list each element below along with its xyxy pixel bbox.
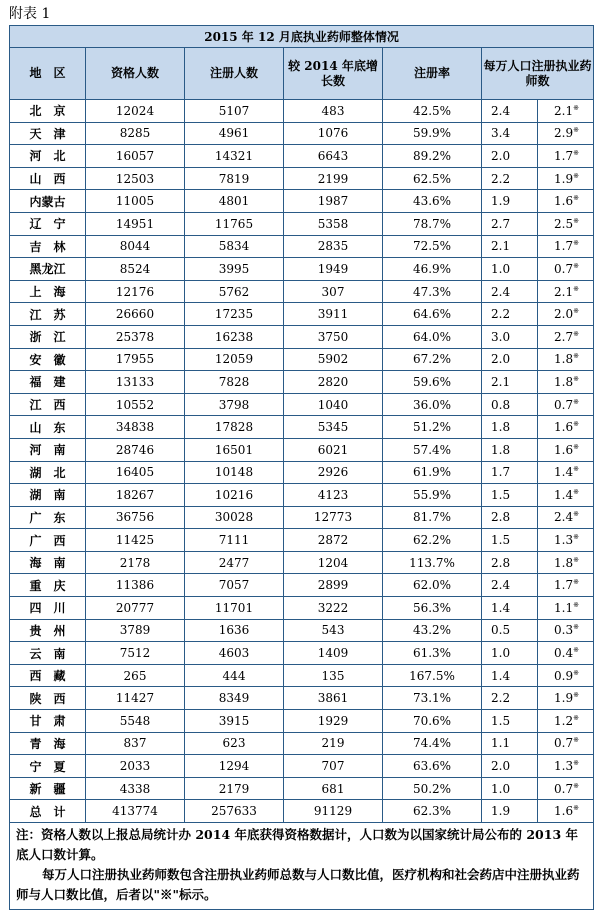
- table-row: [10, 303, 594, 326]
- per-10k-all-cell: 2.7: [482, 212, 538, 235]
- growth-cell: 12773: [284, 506, 383, 529]
- table-row: [10, 325, 594, 348]
- registered-cell: 8349: [185, 687, 284, 710]
- note-line-1: 注：资格人数以上报总局统计办 2014 年底获得资格数据计，人口数为以国家统计局公布的 2013 年底人口数计算。: [16, 827, 578, 863]
- per-10k-all-cell: 1.4: [482, 664, 538, 687]
- registered-cell: 11765: [185, 212, 284, 235]
- registered-cell: 17235: [185, 303, 284, 326]
- qualified-cell: 11425: [86, 529, 185, 552]
- growth-cell: 2899: [284, 574, 383, 597]
- qualified-cell: 12503: [86, 167, 185, 190]
- region-cell: 广 东: [10, 506, 86, 529]
- registered-cell: 17828: [185, 416, 284, 439]
- per-10k-marked-cell: 2.5※: [538, 212, 594, 235]
- growth-cell: 707: [284, 755, 383, 778]
- region-cell: 宁 夏: [10, 755, 86, 778]
- rate-cell: 56.3%: [383, 597, 482, 620]
- per-10k-all-cell: 0.8: [482, 393, 538, 416]
- registered-cell: 4961: [185, 122, 284, 145]
- total-growth: 91129: [284, 800, 383, 823]
- rate-cell: 47.3%: [383, 280, 482, 303]
- qualified-cell: 5548: [86, 710, 185, 733]
- per-10k-all-cell: 2.2: [482, 687, 538, 710]
- rate-cell: 59.6%: [383, 371, 482, 394]
- rate-cell: 167.5%: [383, 664, 482, 687]
- rate-cell: 62.2%: [383, 529, 482, 552]
- region-cell: 新 疆: [10, 777, 86, 800]
- per-10k-marked-cell: 1.8※: [538, 551, 594, 574]
- per-10k-marked-cell: 2.9※: [538, 122, 594, 145]
- rate-cell: 81.7%: [383, 506, 482, 529]
- table-row: [10, 438, 594, 461]
- rate-cell: 59.9%: [383, 122, 482, 145]
- registered-cell: 11701: [185, 597, 284, 620]
- table-row: [10, 642, 594, 665]
- registered-cell: 16238: [185, 325, 284, 348]
- region-cell: 安 徽: [10, 348, 86, 371]
- per-10k-all-cell: 2.1: [482, 235, 538, 258]
- per-10k-marked-cell: 2.1※: [538, 280, 594, 303]
- registered-cell: 4801: [185, 190, 284, 213]
- per-10k-all-cell: 1.8: [482, 438, 538, 461]
- rate-cell: 43.2%: [383, 619, 482, 642]
- region-cell: 西 藏: [10, 664, 86, 687]
- total-per-10k-all: 1.9: [482, 800, 538, 823]
- table-row: [10, 777, 594, 800]
- qualified-cell: 3789: [86, 619, 185, 642]
- growth-cell: 483: [284, 100, 383, 123]
- per-10k-all-cell: 2.4: [482, 100, 538, 123]
- header-growth: 较 2014 年底增长数: [284, 48, 383, 100]
- rate-cell: 51.2%: [383, 416, 482, 439]
- registered-cell: 5834: [185, 235, 284, 258]
- region-cell: 内蒙古: [10, 190, 86, 213]
- region-cell: 江 苏: [10, 303, 86, 326]
- total-per-10k-marked: 1.6※: [538, 800, 594, 823]
- qualified-cell: 16405: [86, 461, 185, 484]
- per-10k-marked-cell: 1.9※: [538, 167, 594, 190]
- growth-cell: 2199: [284, 167, 383, 190]
- per-10k-all-cell: 2.2: [482, 303, 538, 326]
- rate-cell: 89.2%: [383, 145, 482, 168]
- region-cell: 上 海: [10, 280, 86, 303]
- growth-cell: 3222: [284, 597, 383, 620]
- per-10k-all-cell: 1.4: [482, 597, 538, 620]
- rate-cell: 57.4%: [383, 438, 482, 461]
- header-qualified: 资格人数: [86, 48, 185, 100]
- region-cell: 甘 肃: [10, 710, 86, 733]
- growth-cell: 681: [284, 777, 383, 800]
- qualified-cell: 265: [86, 664, 185, 687]
- per-10k-all-cell: 1.8: [482, 416, 538, 439]
- total-rate: 62.3%: [383, 800, 482, 823]
- region-cell: 北 京: [10, 100, 86, 123]
- qualified-cell: 10552: [86, 393, 185, 416]
- growth-cell: 6643: [284, 145, 383, 168]
- per-10k-marked-cell: 1.7※: [538, 145, 594, 168]
- table-note: [10, 823, 594, 910]
- table-row: [10, 258, 594, 281]
- growth-cell: 3861: [284, 687, 383, 710]
- per-10k-marked-cell: 0.9※: [538, 664, 594, 687]
- qualified-cell: 8524: [86, 258, 185, 281]
- per-10k-all-cell: 2.8: [482, 551, 538, 574]
- registered-cell: 10216: [185, 484, 284, 507]
- table-row: [10, 393, 594, 416]
- rate-cell: 61.9%: [383, 461, 482, 484]
- per-10k-all-cell: 1.0: [482, 777, 538, 800]
- growth-cell: 5358: [284, 212, 383, 235]
- per-10k-marked-cell: 0.7※: [538, 393, 594, 416]
- table-row: [10, 461, 594, 484]
- per-10k-all-cell: 1.7: [482, 461, 538, 484]
- per-10k-all-cell: 2.0: [482, 145, 538, 168]
- rate-cell: 63.6%: [383, 755, 482, 778]
- table-row: [10, 506, 594, 529]
- region-cell: 吉 林: [10, 235, 86, 258]
- rate-cell: 70.6%: [383, 710, 482, 733]
- region-cell: 山 东: [10, 416, 86, 439]
- table-row: [10, 100, 594, 123]
- growth-cell: 5345: [284, 416, 383, 439]
- qualified-cell: 11005: [86, 190, 185, 213]
- table-row: [10, 574, 594, 597]
- growth-cell: 5902: [284, 348, 383, 371]
- qualified-cell: 25378: [86, 325, 185, 348]
- growth-cell: 1204: [284, 551, 383, 574]
- growth-cell: 543: [284, 619, 383, 642]
- table-caption: 附表 1: [9, 6, 51, 22]
- qualified-cell: 18267: [86, 484, 185, 507]
- growth-cell: 2820: [284, 371, 383, 394]
- table-row: [10, 484, 594, 507]
- registered-cell: 10148: [185, 461, 284, 484]
- total-label: 总 计: [10, 800, 86, 823]
- registered-cell: 1636: [185, 619, 284, 642]
- total-row: [10, 800, 594, 823]
- qualified-cell: 11427: [86, 687, 185, 710]
- per-10k-all-cell: 2.0: [482, 755, 538, 778]
- growth-cell: 1076: [284, 122, 383, 145]
- table-row: [10, 664, 594, 687]
- per-10k-all-cell: 1.0: [482, 642, 538, 665]
- registered-cell: 2477: [185, 551, 284, 574]
- rate-cell: 36.0%: [383, 393, 482, 416]
- rate-cell: 43.6%: [383, 190, 482, 213]
- region-cell: 重 庆: [10, 574, 86, 597]
- table-row: [10, 416, 594, 439]
- growth-cell: 135: [284, 664, 383, 687]
- growth-cell: 2926: [284, 461, 383, 484]
- growth-cell: 3911: [284, 303, 383, 326]
- per-10k-all-cell: 1.5: [482, 710, 538, 733]
- table-body: [10, 100, 594, 800]
- table-row: [10, 551, 594, 574]
- qualified-cell: 2033: [86, 755, 185, 778]
- total-qualified: 413774: [86, 800, 185, 823]
- per-10k-all-cell: 2.1: [482, 371, 538, 394]
- region-cell: 山 西: [10, 167, 86, 190]
- per-10k-marked-cell: 0.4※: [538, 642, 594, 665]
- rate-cell: 50.2%: [383, 777, 482, 800]
- rate-cell: 62.5%: [383, 167, 482, 190]
- region-cell: 江 西: [10, 393, 86, 416]
- per-10k-all-cell: 2.2: [482, 167, 538, 190]
- per-10k-marked-cell: 1.8※: [538, 371, 594, 394]
- growth-cell: 1949: [284, 258, 383, 281]
- header-per-10k: 每万人口注册执业药师数: [482, 48, 594, 100]
- per-10k-all-cell: 0.5: [482, 619, 538, 642]
- per-10k-marked-cell: 1.4※: [538, 461, 594, 484]
- qualified-cell: 13133: [86, 371, 185, 394]
- table-row: [10, 687, 594, 710]
- per-10k-marked-cell: 0.7※: [538, 777, 594, 800]
- rate-cell: 113.7%: [383, 551, 482, 574]
- per-10k-marked-cell: 1.6※: [538, 416, 594, 439]
- qualified-cell: 12176: [86, 280, 185, 303]
- rate-cell: 74.4%: [383, 732, 482, 755]
- region-cell: 贵 州: [10, 619, 86, 642]
- per-10k-all-cell: 2.0: [482, 348, 538, 371]
- growth-cell: 1409: [284, 642, 383, 665]
- region-cell: 黑龙江: [10, 258, 86, 281]
- region-cell: 广 西: [10, 529, 86, 552]
- per-10k-marked-cell: 1.6※: [538, 438, 594, 461]
- region-cell: 福 建: [10, 371, 86, 394]
- header-region: 地 区: [10, 48, 86, 100]
- registered-cell: 7111: [185, 529, 284, 552]
- rate-cell: 73.1%: [383, 687, 482, 710]
- table-title: 2015 年 12 月底执业药师整体情况: [10, 26, 594, 48]
- rate-cell: 55.9%: [383, 484, 482, 507]
- rate-cell: 62.0%: [383, 574, 482, 597]
- per-10k-marked-cell: 1.6※: [538, 190, 594, 213]
- growth-cell: 2872: [284, 529, 383, 552]
- registered-cell: 16501: [185, 438, 284, 461]
- per-10k-all-cell: 1.5: [482, 529, 538, 552]
- region-cell: 辽 宁: [10, 212, 86, 235]
- qualified-cell: 837: [86, 732, 185, 755]
- growth-cell: 307: [284, 280, 383, 303]
- per-10k-all-cell: 2.8: [482, 506, 538, 529]
- table-row: [10, 529, 594, 552]
- per-10k-marked-cell: 1.3※: [538, 755, 594, 778]
- table-row: [10, 755, 594, 778]
- per-10k-marked-cell: 1.2※: [538, 710, 594, 733]
- header-rate: 注册率: [383, 48, 482, 100]
- registered-cell: 2179: [185, 777, 284, 800]
- registered-cell: 3915: [185, 710, 284, 733]
- per-10k-marked-cell: 2.1※: [538, 100, 594, 123]
- table-row: [10, 371, 594, 394]
- table-row: [10, 212, 594, 235]
- rate-cell: 61.3%: [383, 642, 482, 665]
- registered-cell: 444: [185, 664, 284, 687]
- per-10k-marked-cell: 2.0※: [538, 303, 594, 326]
- qualified-cell: 36756: [86, 506, 185, 529]
- per-10k-marked-cell: 1.4※: [538, 484, 594, 507]
- registered-cell: 4603: [185, 642, 284, 665]
- growth-cell: 1929: [284, 710, 383, 733]
- region-cell: 天 津: [10, 122, 86, 145]
- registered-cell: 1294: [185, 755, 284, 778]
- table-row: [10, 190, 594, 213]
- registered-cell: 3798: [185, 393, 284, 416]
- registered-cell: 623: [185, 732, 284, 755]
- per-10k-marked-cell: 1.7※: [538, 574, 594, 597]
- pharmacist-table: [9, 25, 594, 910]
- qualified-cell: 7512: [86, 642, 185, 665]
- table-row: [10, 280, 594, 303]
- qualified-cell: 14951: [86, 212, 185, 235]
- per-10k-all-cell: 3.0: [482, 325, 538, 348]
- table-row: [10, 619, 594, 642]
- table-row: [10, 732, 594, 755]
- region-cell: 陕 西: [10, 687, 86, 710]
- region-cell: 河 北: [10, 145, 86, 168]
- per-10k-all-cell: 3.4: [482, 122, 538, 145]
- qualified-cell: 12024: [86, 100, 185, 123]
- registered-cell: 5762: [185, 280, 284, 303]
- rate-cell: 46.9%: [383, 258, 482, 281]
- per-10k-marked-cell: 1.7※: [538, 235, 594, 258]
- per-10k-marked-cell: 1.3※: [538, 529, 594, 552]
- table-row: [10, 710, 594, 733]
- region-cell: 青 海: [10, 732, 86, 755]
- qualified-cell: 34838: [86, 416, 185, 439]
- table-row: [10, 145, 594, 168]
- registered-cell: 14321: [185, 145, 284, 168]
- rate-cell: 72.5%: [383, 235, 482, 258]
- registered-cell: 3995: [185, 258, 284, 281]
- per-10k-marked-cell: 1.9※: [538, 687, 594, 710]
- per-10k-all-cell: 1.0: [482, 258, 538, 281]
- region-cell: 湖 北: [10, 461, 86, 484]
- registered-cell: 7819: [185, 167, 284, 190]
- growth-cell: 1040: [284, 393, 383, 416]
- table-row: [10, 597, 594, 620]
- qualified-cell: 8285: [86, 122, 185, 145]
- header-registered: 注册人数: [185, 48, 284, 100]
- note-line-2: 每万人口注册执业药师数包含注册执业药师总数与人口数比值，医疗机构和社会药店中注册执业药师与人口数比值，后者以"※"标示。: [16, 867, 580, 903]
- registered-cell: 5107: [185, 100, 284, 123]
- growth-cell: 1987: [284, 190, 383, 213]
- qualified-cell: 11386: [86, 574, 185, 597]
- per-10k-marked-cell: 0.7※: [538, 732, 594, 755]
- rate-cell: 64.6%: [383, 303, 482, 326]
- per-10k-all-cell: 1.1: [482, 732, 538, 755]
- per-10k-marked-cell: 2.7※: [538, 325, 594, 348]
- per-10k-marked-cell: 0.7※: [538, 258, 594, 281]
- qualified-cell: 8044: [86, 235, 185, 258]
- per-10k-all-cell: 2.4: [482, 574, 538, 597]
- rate-cell: 42.5%: [383, 100, 482, 123]
- growth-cell: 6021: [284, 438, 383, 461]
- region-cell: 河 南: [10, 438, 86, 461]
- table-row: [10, 235, 594, 258]
- qualified-cell: 4338: [86, 777, 185, 800]
- per-10k-all-cell: 1.5: [482, 484, 538, 507]
- rate-cell: 64.0%: [383, 325, 482, 348]
- region-cell: 浙 江: [10, 325, 86, 348]
- per-10k-marked-cell: 0.3※: [538, 619, 594, 642]
- table-row: [10, 167, 594, 190]
- rate-cell: 78.7%: [383, 212, 482, 235]
- registered-cell: 7828: [185, 371, 284, 394]
- qualified-cell: 26660: [86, 303, 185, 326]
- region-cell: 海 南: [10, 551, 86, 574]
- per-10k-marked-cell: 1.8※: [538, 348, 594, 371]
- per-10k-all-cell: 2.4: [482, 280, 538, 303]
- qualified-cell: 20777: [86, 597, 185, 620]
- per-10k-marked-cell: 1.1※: [538, 597, 594, 620]
- growth-cell: 219: [284, 732, 383, 755]
- qualified-cell: 17955: [86, 348, 185, 371]
- region-cell: 云 南: [10, 642, 86, 665]
- qualified-cell: 16057: [86, 145, 185, 168]
- total-registered: 257633: [185, 800, 284, 823]
- qualified-cell: 2178: [86, 551, 185, 574]
- per-10k-marked-cell: 2.4※: [538, 506, 594, 529]
- growth-cell: 2835: [284, 235, 383, 258]
- growth-cell: 4123: [284, 484, 383, 507]
- qualified-cell: 28746: [86, 438, 185, 461]
- table-row: [10, 348, 594, 371]
- rate-cell: 67.2%: [383, 348, 482, 371]
- registered-cell: 30028: [185, 506, 284, 529]
- table-row: [10, 122, 594, 145]
- region-cell: 湖 南: [10, 484, 86, 507]
- per-10k-all-cell: 1.9: [482, 190, 538, 213]
- registered-cell: 12059: [185, 348, 284, 371]
- growth-cell: 3750: [284, 325, 383, 348]
- registered-cell: 7057: [185, 574, 284, 597]
- region-cell: 四 川: [10, 597, 86, 620]
